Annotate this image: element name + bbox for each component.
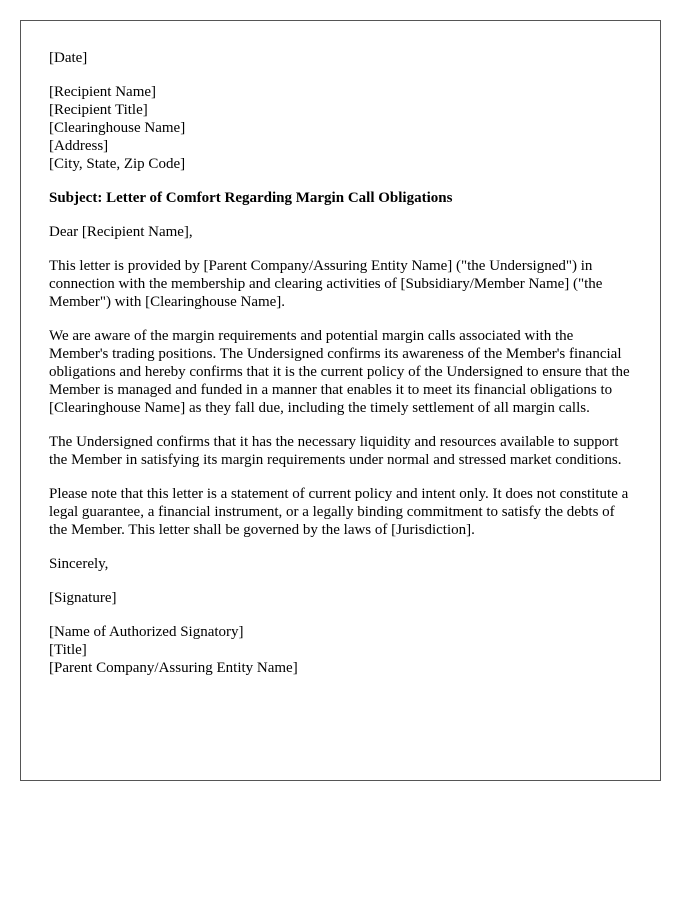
body-paragraph: This letter is provided by [Parent Company/Assuring Entity Name] ("the Undersigned") in connection with the membership and clearing activities of [Subsidiary/Member Name] ("the Member") with [Clearinghouse Name]. <box>49 258 603 310</box>
body-paragraph: We are aware of the margin requirements and potential margin calls associated with the Member's trading positions. The Undersigned confirms its awareness of the Member's financial obligations and hereby confirms that it is the current policy of the Undersigned to ensure that the Member is managed and funded in a manner that enables it to meet its financial obligations to [Clearinghouse Name] as they fall due, including the timely settlement of all margin calls. <box>49 328 630 416</box>
letter-date: [Date] <box>49 50 88 66</box>
signatory-name: [Name of Authorized Signatory] <box>49 624 244 640</box>
signature-placeholder: [Signature] <box>49 590 117 606</box>
body-paragraph: The Undersigned confirms that it has the necessary liquidity and resources available to support the Member in satisfying its margin requirements under normal and stressed market conditions. <box>49 434 622 468</box>
recipient-clearinghouse: [Clearinghouse Name] <box>49 120 186 136</box>
recipient-name: [Recipient Name] <box>49 84 157 100</box>
signatory-company: [Parent Company/Assuring Entity Name] <box>49 660 298 676</box>
recipient-city-state-zip: [City, State, Zip Code] <box>49 156 186 172</box>
letter-page <box>20 20 661 781</box>
closing: Sincerely, <box>49 556 109 572</box>
signatory-block <box>49 623 632 677</box>
signatory-title: [Title] <box>49 642 87 658</box>
letter-subject: Subject: Letter of Comfort Regarding Margin Call Obligations <box>49 190 453 206</box>
body-paragraph: Please note that this letter is a statement of current policy and intent only. It does not constitute a legal guarantee, a financial instrument, or a legally binding commitment to satisfy the debts of the Member. This letter shall be governed by the laws of [Jurisdiction]. <box>49 486 629 538</box>
recipient-title: [Recipient Title] <box>49 102 148 118</box>
recipient-address: [Address] <box>49 138 109 154</box>
recipient-block <box>49 83 632 173</box>
salutation: Dear [Recipient Name], <box>49 224 193 240</box>
